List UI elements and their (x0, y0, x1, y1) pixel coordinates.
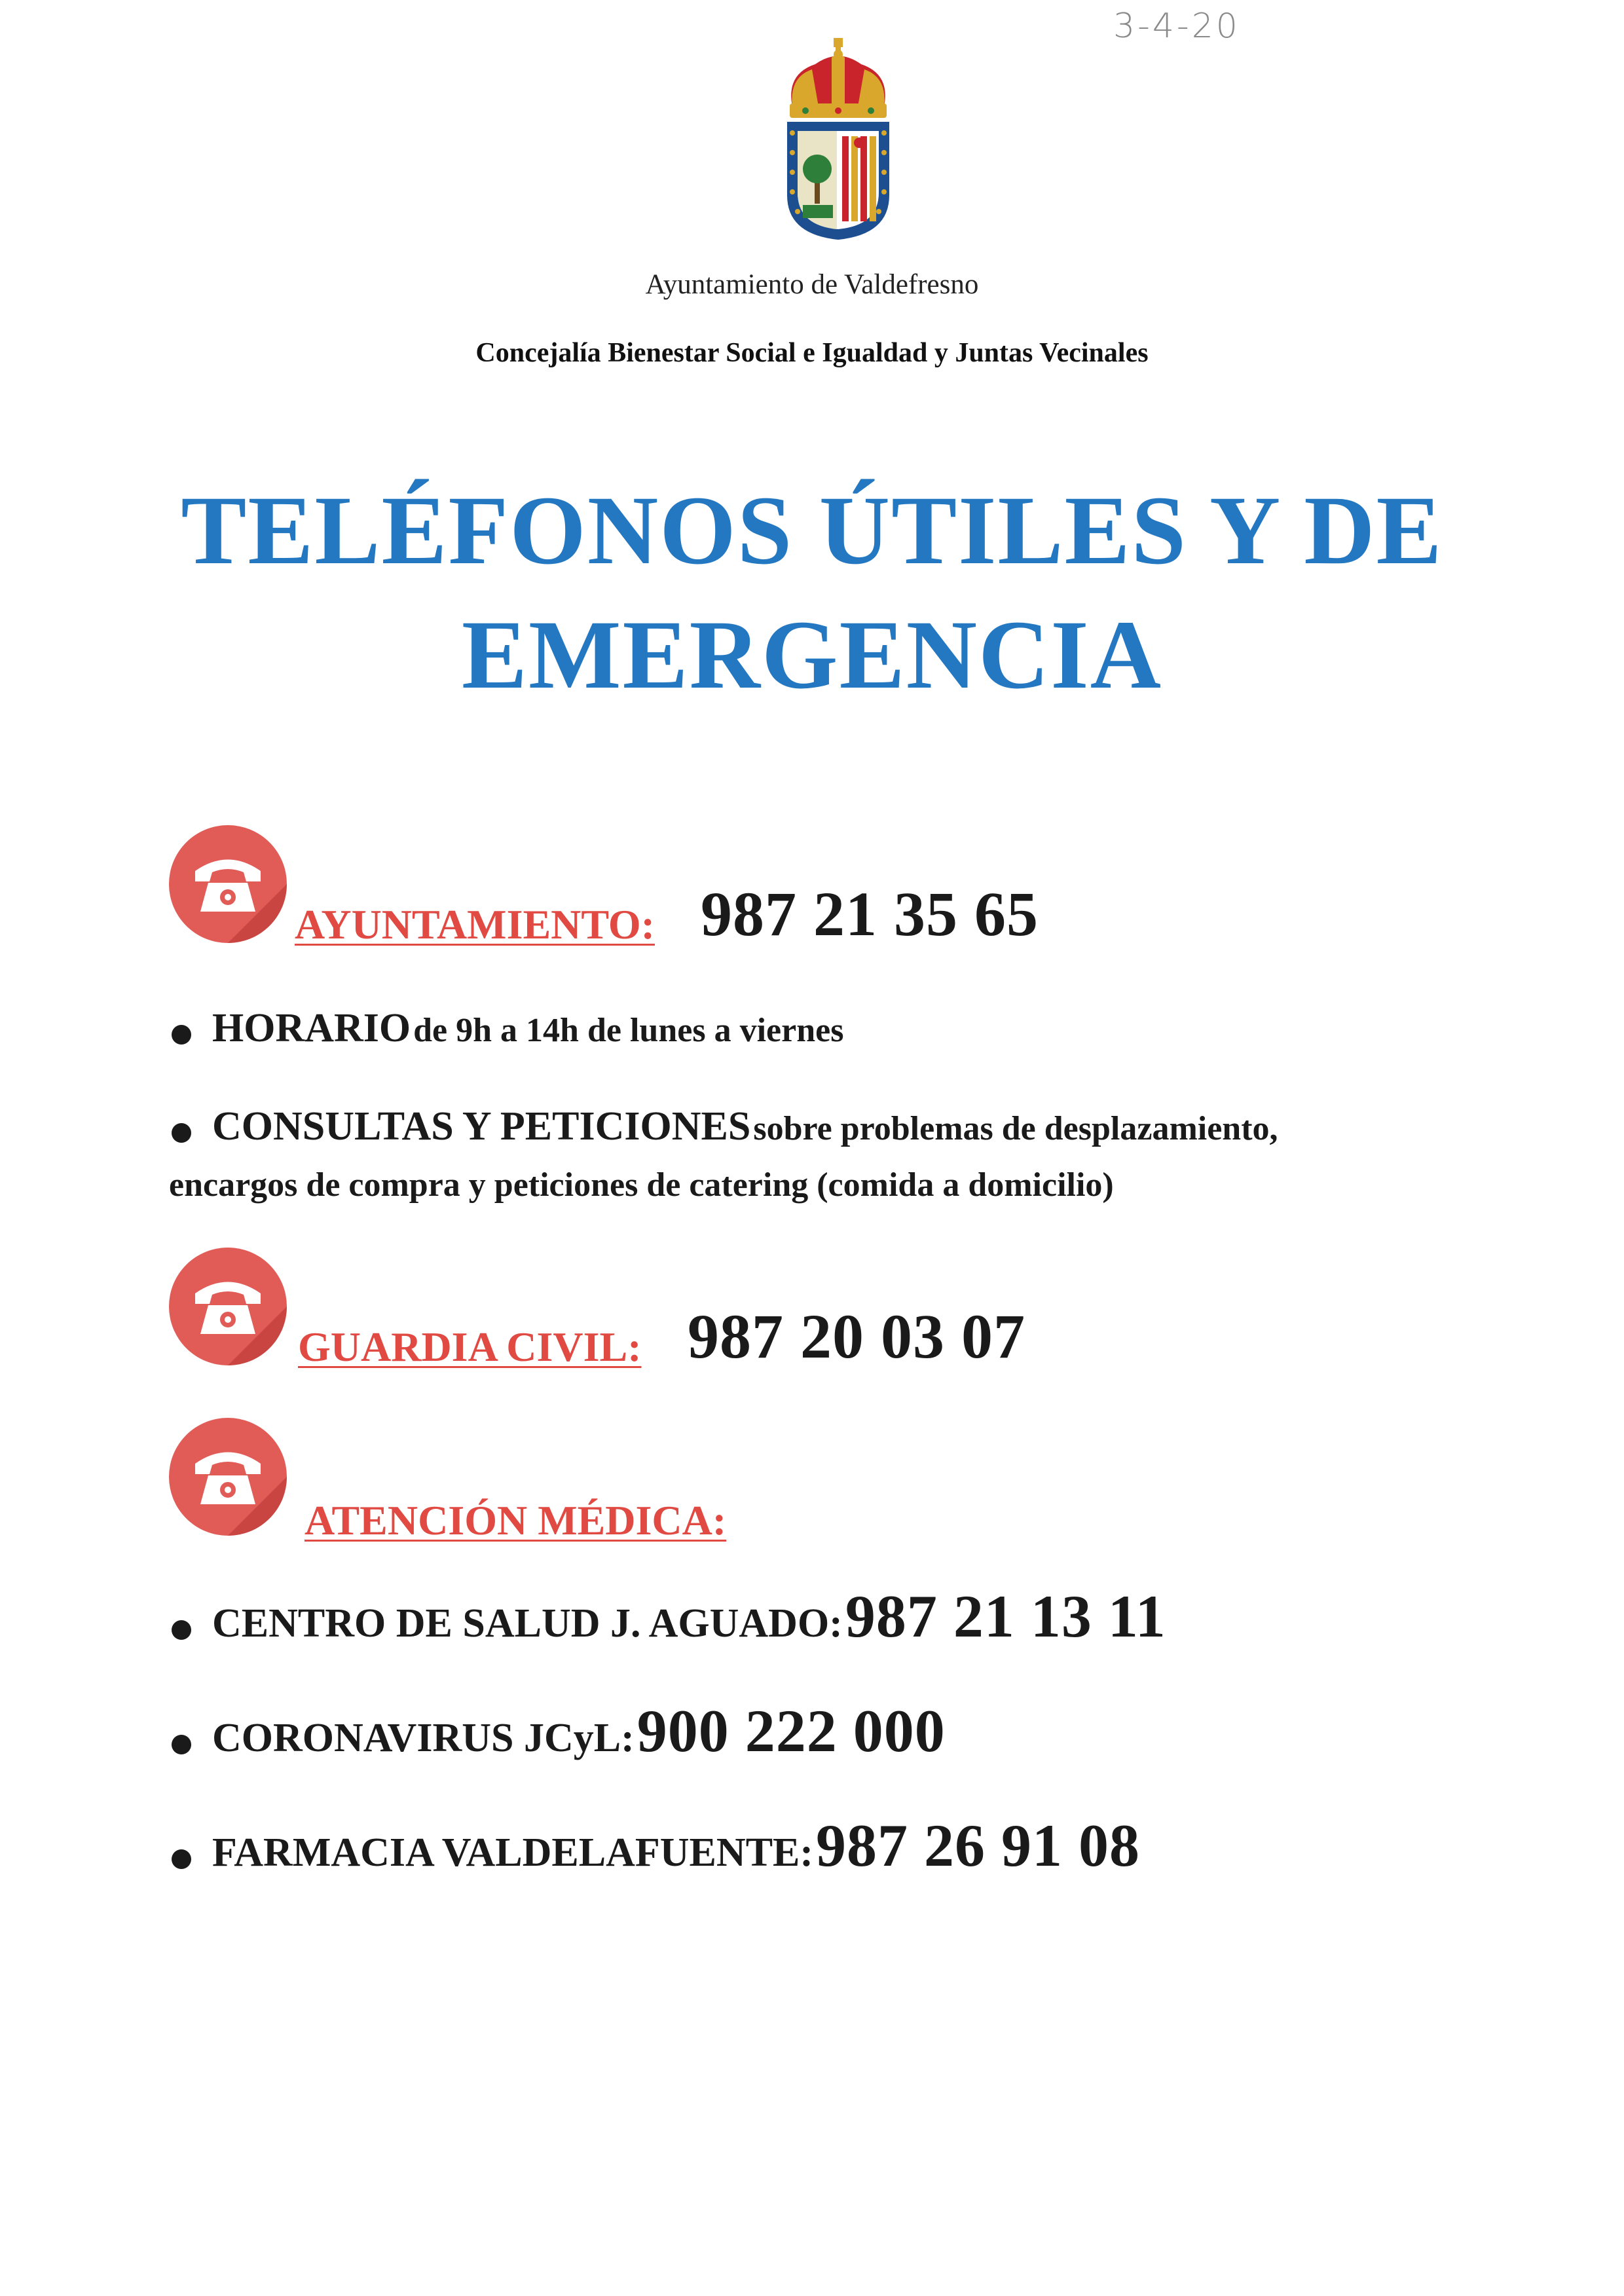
main-title-line-2: EMERGENCIA (461, 601, 1163, 709)
medical-item-name: FARMACIA VALDELAFUENTE: (212, 1830, 814, 1875)
telephone-icon (169, 1418, 287, 1536)
bullet-icon (172, 1025, 191, 1045)
bullet-icon (172, 1620, 191, 1640)
telephone-icon (169, 825, 287, 943)
main-title (0, 468, 1624, 717)
bullet-icon (172, 1123, 191, 1143)
medical-item-name: CENTRO DE SALUD J. AGUADO: (212, 1601, 843, 1646)
guardia-civil-label: GUARDIA CIVIL: (298, 1324, 642, 1370)
telephone-icon (169, 1248, 287, 1365)
schedule-text: de 9h a 14h de lunes a viernes (413, 1012, 844, 1049)
main-title-line-1: TELÉFONOS ÚTILES Y DE (181, 476, 1443, 585)
schedule-line (172, 1005, 843, 1052)
atencion-medica-label: ATENCIÓN MÉDICA: (304, 1497, 727, 1544)
department-name: Concejalía Bienestar Social e Igualdad y Juntas Vecinales (475, 338, 1149, 368)
guardia-civil-phone: 987 20 03 07 (688, 1301, 1025, 1371)
ayuntamiento-phone: 987 21 35 65 (701, 879, 1039, 949)
medical-item (172, 1582, 1166, 1651)
medical-item (172, 1811, 1140, 1880)
coat-of-arms-icon (779, 38, 897, 241)
medical-item-phone: 900 222 000 (637, 1697, 946, 1764)
medical-item-phone: 987 26 91 08 (816, 1812, 1141, 1879)
ayuntamiento-label: AYUNTAMIENTO: (295, 901, 655, 948)
municipality-name: Ayuntamiento de Valdefresno (645, 269, 979, 300)
medical-item-name: CORONAVIRUS JCyL: (212, 1716, 635, 1760)
requests-line (172, 1103, 1278, 1150)
requests-lead: CONSULTAS Y PETICIONES (212, 1104, 751, 1149)
bullet-icon (172, 1735, 191, 1754)
requests-text: sobre problemas de desplazamiento, (753, 1110, 1278, 1147)
requests-text-continued: encargos de compra y peticiones de catering (comida a domicilio) (169, 1166, 1114, 1204)
bullet-icon (172, 1849, 191, 1869)
handwritten-date: 3-4-20 (1113, 7, 1240, 46)
schedule-lead: HORARIO (212, 1006, 411, 1050)
medical-item (172, 1696, 946, 1766)
medical-item-phone: 987 21 13 11 (845, 1583, 1166, 1650)
